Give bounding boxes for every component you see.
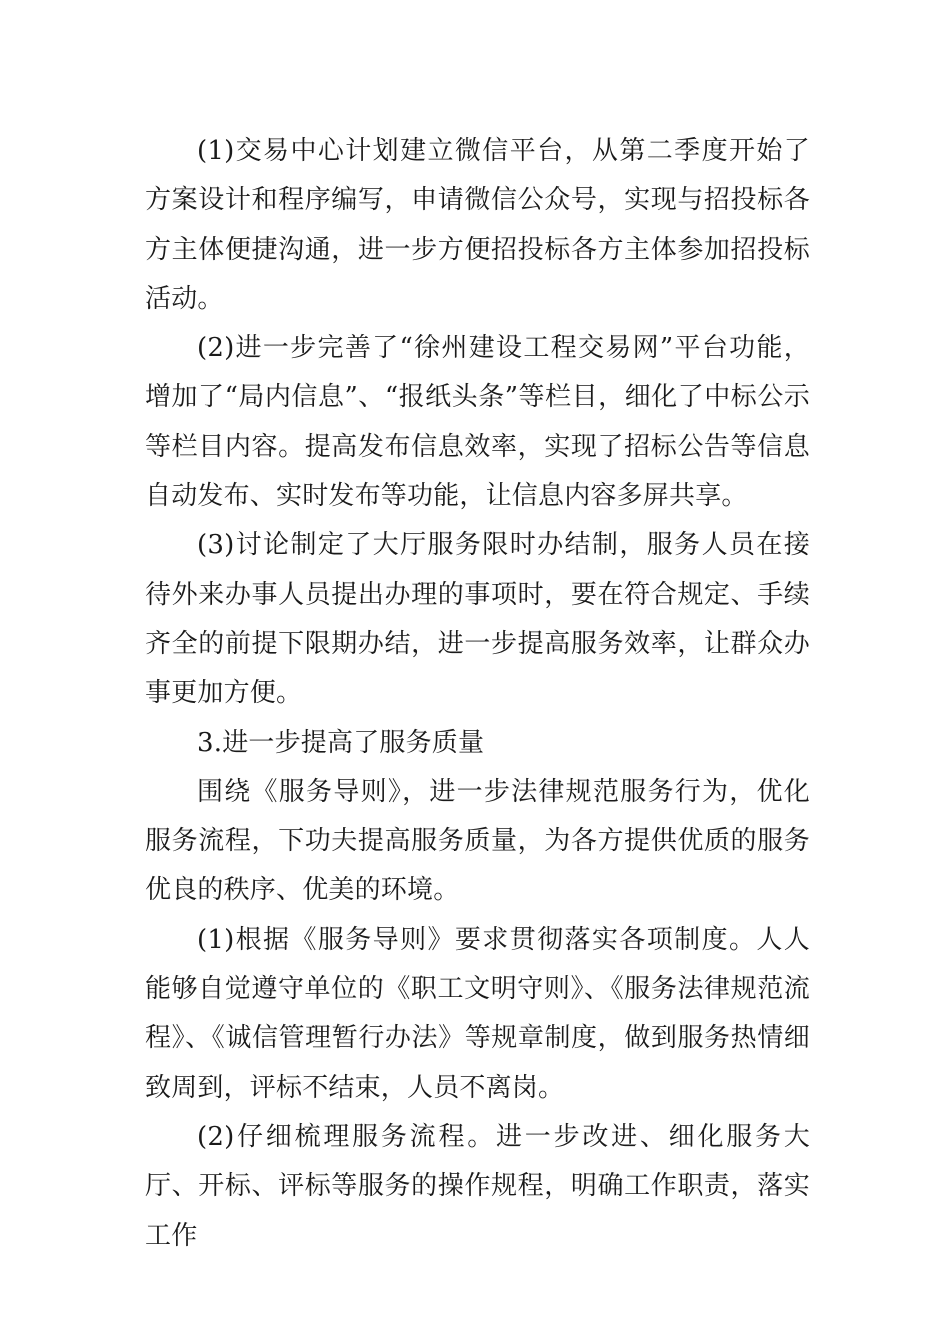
paragraph-time-limit-system: (3)讨论制定了大厅服务限时办结制，服务人员在接待外来办事人员提出办理的事项时，要在符合规定、手续齐全的前提下限期办结，进一步提高服务效率，让群众办事更加方便。 (145, 530, 810, 709)
paragraph-wechat-platform: (1)交易中心计划建立微信平台，从第二季度开始了方案设计和程序编写，申请微信公众号，实现与招投标各方主体便捷沟通，进一步方便招投标各方主体参加招投标活动。 (145, 136, 810, 314)
paragraph-trading-website: (2)进一步完善了“徐州建设工程交易网”平台功能，增加了“局内信息”、“报纸头条”等栏目，细化了中标公示等栏目内容。提高发布信息效率，实现了招标公告等信息自动发布、实时发布等功能，让信息内容多屏共享。 (145, 333, 810, 512)
paragraph-implement-rules: (1)根据《服务导则》要求贯彻落实各项制度。人人能够自觉遵守单位的《职工文明守则》、《服务法律规范流程》、《诚信管理暂行办法》等规章制度，做到服务热情细致周到，评标不结束，人员不离岗。 (145, 924, 810, 1103)
paragraph-service-process: (2)仔细梳理服务流程。进一步改进、细化服务大厅、开标、评标等服务的操作规程，明确工作职责，落实工作 (145, 1121, 810, 1251)
document-body (145, 127, 810, 1261)
paragraph-service-guidelines: 围绕《服务导则》，进一步法律规范服务行为，优化服务流程，下功夫提高服务质量，为各方提供优质的服务优良的秩序、优美的环境。 (145, 776, 810, 906)
section-heading-service-quality: 3.进一步提高了服务质量 (197, 727, 485, 758)
